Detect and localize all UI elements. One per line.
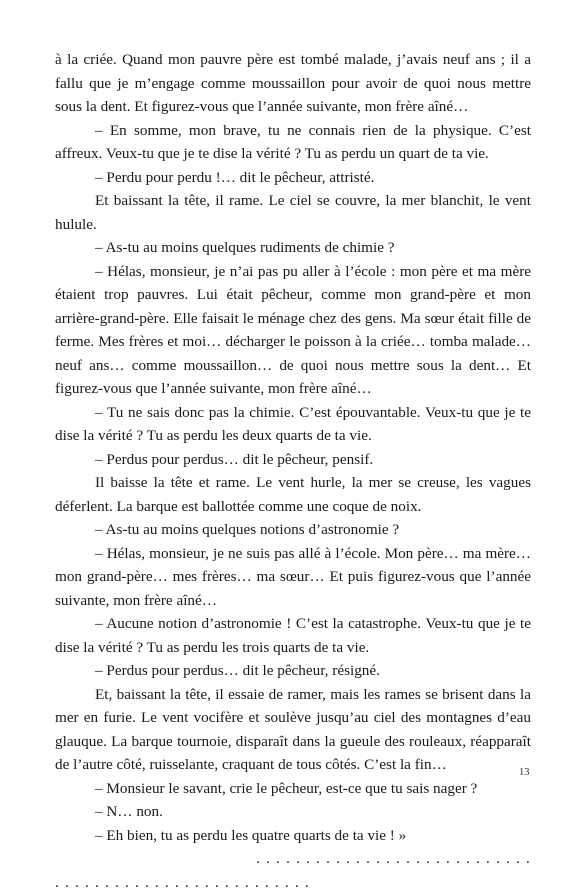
paragraph-5: – As-tu au moins quelques rudiments de chimie ? [55, 236, 531, 260]
paragraph-11: – Hélas, monsieur, je ne suis pas allé à l’école. Mon père… ma mère… mon grand-père… mes frères… ma sœur… Et puis figurez-vous que l’année suivante, mon frère aîné… [55, 542, 531, 613]
paragraph-7: – Tu ne sais donc pas la chimie. C’est épouvantable. Veux-tu que je te dise la vérité ? Tu as perdu les deux quarts de ta vie. [55, 401, 531, 448]
paragraph-9: Il baisse la tête et rame. Le vent hurle, la mer se creuse, les vagues déferlent. La barque est ballottée comme une coque de noix. [55, 471, 531, 518]
paragraph-1: à la criée. Quand mon pauvre père est tombé malade, j’avais neuf ans ; il a fallu que je m’engage comme moussaillon pour avoir de quoi nous mettre sous la dent. Et figurez-vous que l’année suivante, mon frère aîné… [55, 48, 531, 119]
paragraph-14: Et, baissant la tête, il essaie de ramer, mais les rames se brisent dans la mer en furie. Le vent vocifère et soulève jusqu’au ciel des montagnes d’eau glauque. La barque tournoie, disparaît dans la gueule des rouleaux, réapparaît de l’autre côté, ruisselante, craquant de tous côtés. C’est la fin… [55, 683, 531, 777]
paragraph-8: – Perdus pour perdus… dit le pêcheur, pensif. [55, 448, 531, 472]
paragraph-10: – As-tu au moins quelques notions d’astronomie ? [55, 518, 531, 542]
paragraph-17: – Eh bien, tu as perdu les quatre quarts de ta vie ! » [55, 824, 531, 848]
paragraph-16: – N… non. [55, 800, 531, 824]
ellipsis-line-2: . . . . . . . . . . . . . . . . . . . . . . . . . . [55, 871, 531, 894]
paragraph-4: Et baissant la tête, il rame. Le ciel se couvre, la mer blanchit, le vent hulule. [55, 189, 531, 236]
paragraph-6: – Hélas, monsieur, je n’ai pas pu aller à l’école : mon père et ma mère étaient trop pauvres. Lui était pêcheur, comme mon grand-père et mon arrière-grand-père. Elle faisait le ménage chez des gens. Ma sœur était fille de ferme. Mes frères et moi… décharger le poisson à la criée… tomba malade… neuf ans… comme moussaillon… de quoi nous mettre sous la dent… Et figurez-vous que l’année suivante, mon frère aîné… [55, 260, 531, 401]
ellipsis-line-1: . . . . . . . . . . . . . . . . . . . . . . . . . . . . [55, 847, 531, 871]
page-body [55, 48, 531, 894]
paragraph-15: – Monsieur le savant, crie le pêcheur, est-ce que tu sais nager ? [55, 777, 531, 801]
paragraph-13: – Perdus pour perdus… dit le pêcheur, résigné. [55, 659, 531, 683]
paragraph-12: – Aucune notion d’astronomie ! C’est la catastrophe. Veux-tu que je te dise la vérité ? Tu as perdu les trois quarts de ta vie. [55, 612, 531, 659]
paragraph-2: – En somme, mon brave, tu ne connais rien de la physique. C’est affreux. Veux-tu que je te dise la vérité ? Tu as perdu un quart de ta vie. [55, 119, 531, 166]
page-number: 13 [519, 767, 530, 778]
paragraph-3: – Perdu pour perdu !… dit le pêcheur, attristé. [55, 166, 531, 190]
